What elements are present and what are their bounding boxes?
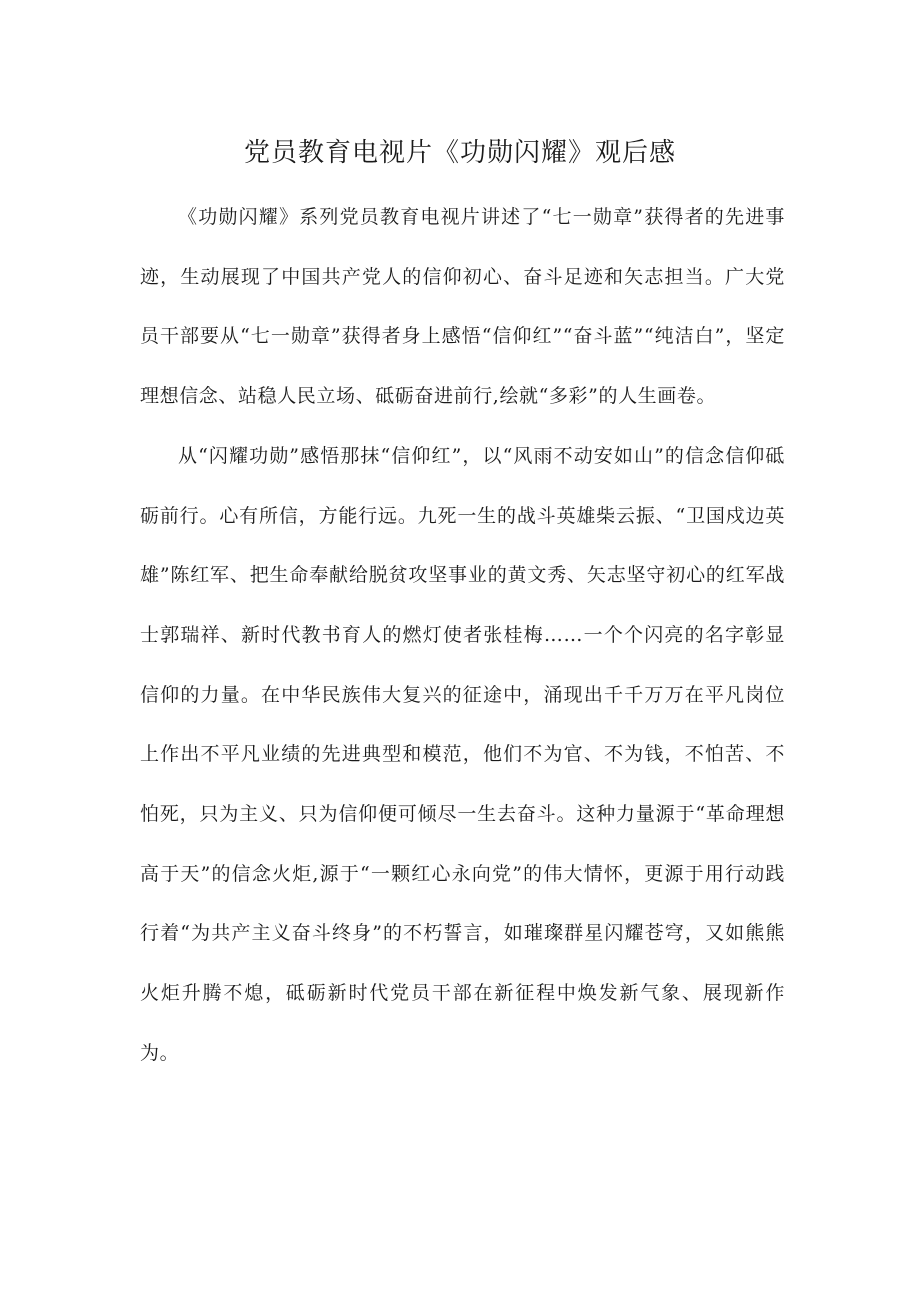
paragraph-1: 《功勋闪耀》系列党员教育电视片讲述了“七一勋章”获得者的先进事迹，生动展现了中国共产党人的信仰初心、奋斗足迹和矢志担当。广大党员干部要从“七一勋章”获得者身上感悟“信仰红”“奋斗蓝”“纯洁白”，坚定理想信念、站稳人民立场、砥砺奋进前行,绘就“多彩”的人生画卷。 xyxy=(140,206,785,408)
paragraph-2: 从“闪耀功勋”感悟那抹“信仰红”，以“风雨不动安如山”的信念信仰砥砺前行。心有所信，方能行远。九死一生的战斗英雄柴云振、“卫国戍边英雄”陈红军、把生命奉献给脱贫攻坚事业的黄文秀、矢志坚守初心的红军战士郭瑞祥、新时代教书育人的燃灯使者张桂梅……一个个闪亮的名字彰显信仰的力量。在中华民族伟大复兴的征途中，涌现出千千万万在平凡岗位上作出不平凡业绩的先进典型和模范，他们不为官、不为钱，不怕苦、不怕死，只为主义、只为信仰便可倾尽一生去奋斗。这种力量源于“革命理想高于天”的信念火炬,源于“一颗红心永向党”的伟大情怀，更源于用行动践行着“为共产主义奋斗终身”的不朽誓言，如璀璨群星闪耀苍穹，又如熊熊火炬升腾不熄，砥砺新时代党员干部在新征程中焕发新气象、展现新作为。 xyxy=(140,444,785,1064)
document-title: 党员教育电视片《功勋闪耀》观后感 xyxy=(243,138,676,168)
document-body xyxy=(140,188,785,1084)
